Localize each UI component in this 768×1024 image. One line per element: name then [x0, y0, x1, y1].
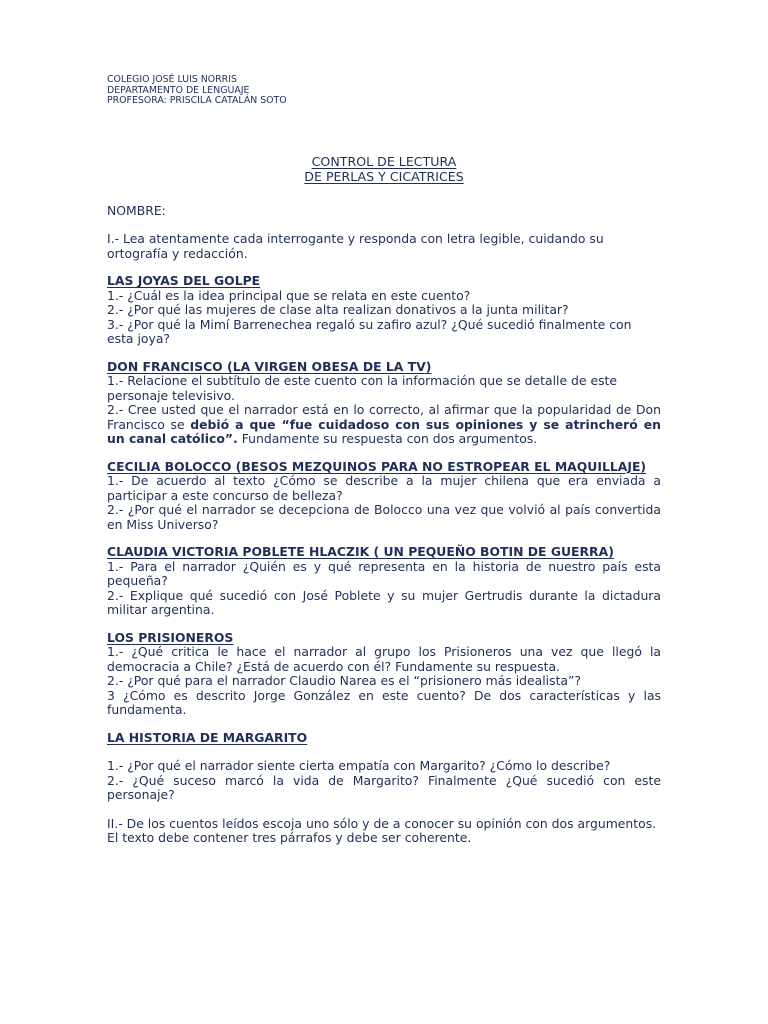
- section-title: DON FRANCISCO (LA VIRGEN OBESA DE LA TV): [107, 358, 432, 374]
- name-label: NOMBRE:: [107, 202, 166, 218]
- title-line-2: DE PERLAS Y CICATRICES: [304, 169, 464, 184]
- question: 1.- De acuerdo al texto ¿Cómo se describe a la mujer chilena que era enviada a participar a este concurso de belleza?: [107, 473, 661, 503]
- teacher-name: PROFESORA: PRISCILA CATALÁN SOTO: [107, 95, 287, 106]
- question: [107, 403, 661, 447]
- question-text: 2.- Cree usted que el narrador está en lo correcto, al afirmar que la popularidad de Don Francisco se: [107, 402, 661, 432]
- section-claudia-poblete: [107, 545, 661, 618]
- question: 2.- ¿Por qué las mujeres de clase alta realizan donativos a la junta militar?: [107, 302, 569, 317]
- section-joyas-del-golpe: [107, 274, 661, 347]
- worksheet-page: [107, 75, 661, 846]
- question-text: Fundamente su respuesta con dos argumentos.: [237, 431, 538, 446]
- section-title: CECILIA BOLOCCO (BESOS MEZQUINOS PARA NO ESTROPEAR EL MAQUILLAJE): [107, 458, 647, 474]
- question: 2.- ¿Por qué el narrador se decepciona de Bolocco una vez que volvió al país convertida en Miss Universo?: [107, 502, 661, 532]
- document-title: [107, 154, 661, 185]
- section-los-prisioneros: [107, 631, 661, 718]
- question: 2.- ¿Qué suceso marcó la vida de Margarito? Finalmente ¿Qué sucedió con este personaje?: [107, 772, 661, 802]
- instructions: I.- Lea atentamente cada interrogante y responda con letra legible, cuidando su ortografía y redacción.: [107, 231, 604, 261]
- section-margarito: [107, 731, 661, 803]
- title-line-1: CONTROL DE LECTURA: [311, 153, 457, 169]
- section-cecilia-bolocco: [107, 460, 661, 533]
- question: 2.- Explique qué sucedió con José Poblete y su mujer Gertrudis durante la dictadura militar argentina.: [107, 587, 661, 617]
- question: 1.- Relacione el subtítulo de este cuento con la información que se detalle de este personaje televisivo.: [107, 373, 618, 403]
- section-title: LAS JOYAS DEL GOLPE: [107, 273, 261, 288]
- part-two-instructions: II.- De los cuentos leídos escoja uno sólo y de a conocer su opinión con dos argumentos. El texto debe contener tres párrafos y debe ser coherente.: [107, 815, 657, 845]
- question: 3.- ¿Por qué la Mimí Barrenechea regaló su zafiro azul? ¿Qué sucedió finalmente con esta joya?: [107, 316, 632, 346]
- question: 1.- ¿Por qué el narrador siente cierta empatía con Margarito? ¿Cómo lo describe?: [107, 758, 611, 773]
- section-don-francisco: [107, 360, 661, 447]
- section-title: CLAUDIA VICTORIA POBLETE HLACZIK ( UN PEQUEÑO BOTIN DE GUERRA): [107, 544, 614, 559]
- quoted-phrase: debió a que “fue cuidadoso con sus opiniones y se atrincheró en un canal católico”.: [107, 416, 662, 446]
- department-name: DEPARTAMENTO DE LENGUAJE: [107, 84, 250, 96]
- question: 1.- Para el narrador ¿Quién es y qué representa en la historia de nuestro país esta pequeña?: [107, 558, 661, 588]
- section-title: LOS PRISIONEROS: [107, 629, 234, 645]
- question: 1.- ¿Cuál es la idea principal que se relata en este cuento?: [107, 287, 471, 303]
- question: 1.- ¿Qué critica le hace el narrador al grupo los Prisioneros una vez que llegó la democracia a Chile? ¿Está de acuerdo con él? Fundamente su respuesta.: [107, 644, 661, 674]
- school-name: COLEGIO JOSÉ LUIS NORRIS: [107, 74, 237, 85]
- question: 3 ¿Cómo es descrito Jorge González en este cuento? De dos características y las fundamenta.: [107, 687, 661, 717]
- section-title: LA HISTORIA DE MARGARITO: [107, 729, 308, 745]
- question: 2.- ¿Por qué para el narrador Claudio Narea es el “prisionero más idealista”?: [107, 673, 582, 688]
